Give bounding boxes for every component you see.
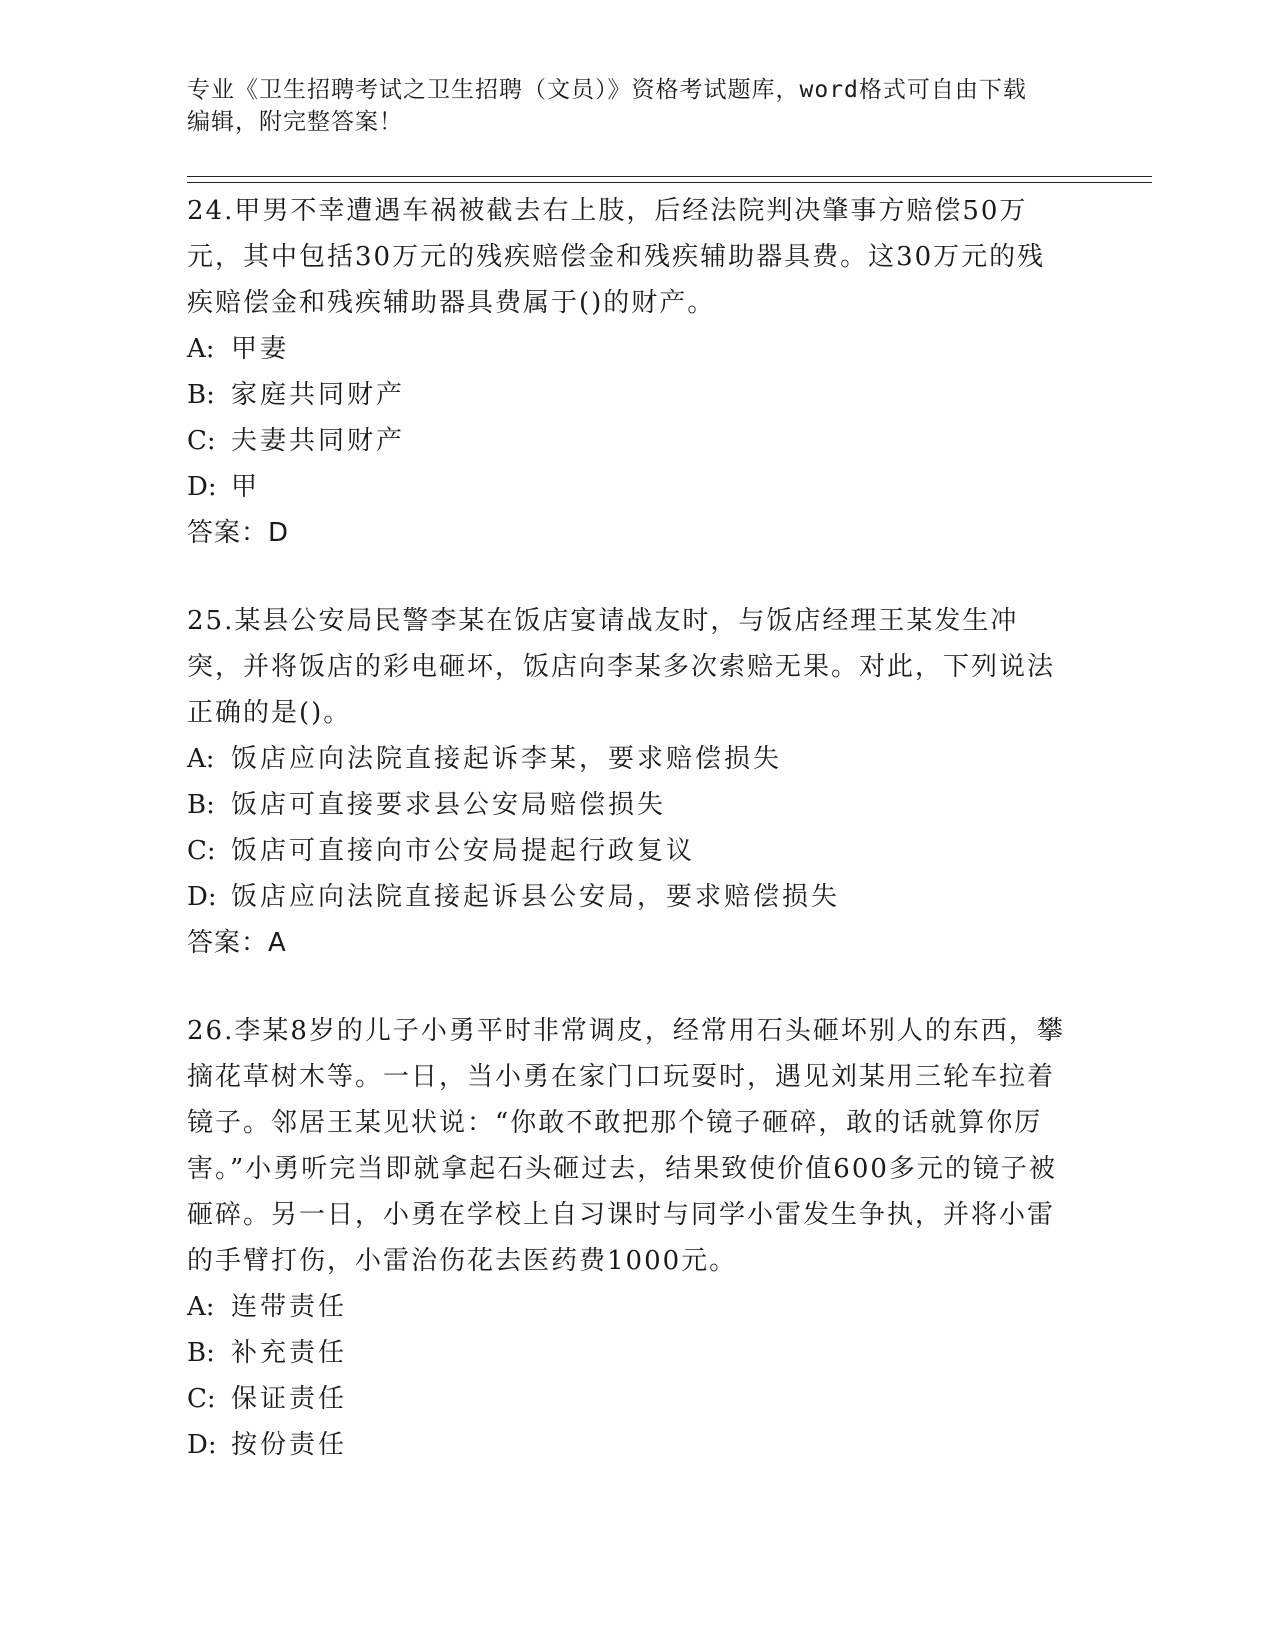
option-text: 保证责任	[231, 1384, 348, 1414]
document-header	[187, 74, 1077, 138]
option-a	[187, 326, 1067, 372]
header-line-2: 编辑，附完整答案！	[187, 109, 403, 135]
option-key: A:	[187, 744, 215, 774]
option-key: B:	[187, 790, 215, 820]
option-text: 甲妻	[231, 334, 290, 364]
option-a	[187, 1284, 1067, 1330]
option-d	[187, 464, 1067, 510]
option-text: 补充责任	[231, 1338, 348, 1368]
question-25	[187, 598, 1067, 966]
option-key: B:	[187, 1338, 215, 1368]
option-key: D:	[187, 882, 217, 912]
option-b	[187, 372, 1067, 418]
option-key: A:	[187, 1292, 215, 1322]
option-text: 连带责任	[231, 1292, 348, 1322]
option-text: 按份责任	[231, 1430, 348, 1460]
option-c	[187, 418, 1067, 464]
question-stem: 26.李某8岁的儿子小勇平时非常调皮，经常用石头砸坏别人的东西，攀摘花草树木等。一日，当小勇在家门口玩耍时，遇见刘某用三轮车拉着镜子。邻居王某见状说：“你敢不敢把那个镜子砸碎，敢的话就算你厉害。”小勇听完当即就拿起石头砸过去，结果致使价值600多元的镜子被砸碎。另一日，小勇在学校上自习课时与同学小雷发生争执，并将小雷的手臂打伤，小雷治伤花去医药费1000元。	[187, 1016, 1065, 1276]
option-text: 甲	[231, 472, 261, 502]
option-key: C:	[187, 836, 216, 866]
header-divider-top	[187, 176, 1152, 177]
answer-label: 答案：A	[187, 928, 287, 958]
option-key: B:	[187, 380, 215, 410]
option-text: 家庭共同财产	[231, 380, 406, 410]
header-line-1: 专业《卫生招聘考试之卫生招聘（文员）》资格考试题库，word格式可自由下载	[187, 77, 1027, 103]
option-c	[187, 1376, 1067, 1422]
option-key: A:	[187, 334, 215, 364]
option-a	[187, 736, 1067, 782]
option-d	[187, 1422, 1067, 1468]
option-text: 饭店应向法院直接起诉李某，要求赔偿损失	[231, 744, 783, 774]
question-24	[187, 188, 1067, 556]
option-text: 夫妻共同财产	[231, 426, 406, 456]
option-key: D:	[187, 472, 217, 502]
answer-label: 答案：D	[187, 518, 290, 548]
question-26	[187, 1008, 1067, 1468]
question-stem: 25.某县公安局民警李某在饭店宴请战友时，与饭店经理王某发生冲突，并将饭店的彩电砸坏，饭店向李某多次索赔无果。对此，下列说法正确的是()。	[187, 606, 1056, 728]
option-text: 饭店可直接要求县公安局赔偿损失	[231, 790, 667, 820]
option-key: C:	[187, 426, 216, 456]
option-b	[187, 1330, 1067, 1376]
question-stem: 24.甲男不幸遭遇车祸被截去右上肢，后经法院判决肇事方赔偿50万元，其中包括30万元的残疾赔偿金和残疾辅助器具费。这30万元的残疾赔偿金和残疾辅助器具费属于()的财产。	[187, 196, 1046, 318]
option-d	[187, 874, 1067, 920]
option-text: 饭店应向法院直接起诉县公安局，要求赔偿损失	[231, 882, 841, 912]
option-text: 饭店可直接向市公安局提起行政复议	[231, 836, 696, 866]
option-key: D:	[187, 1430, 217, 1460]
header-divider-bottom	[187, 182, 1152, 183]
option-c	[187, 828, 1067, 874]
option-key: C:	[187, 1384, 216, 1414]
option-b	[187, 782, 1067, 828]
